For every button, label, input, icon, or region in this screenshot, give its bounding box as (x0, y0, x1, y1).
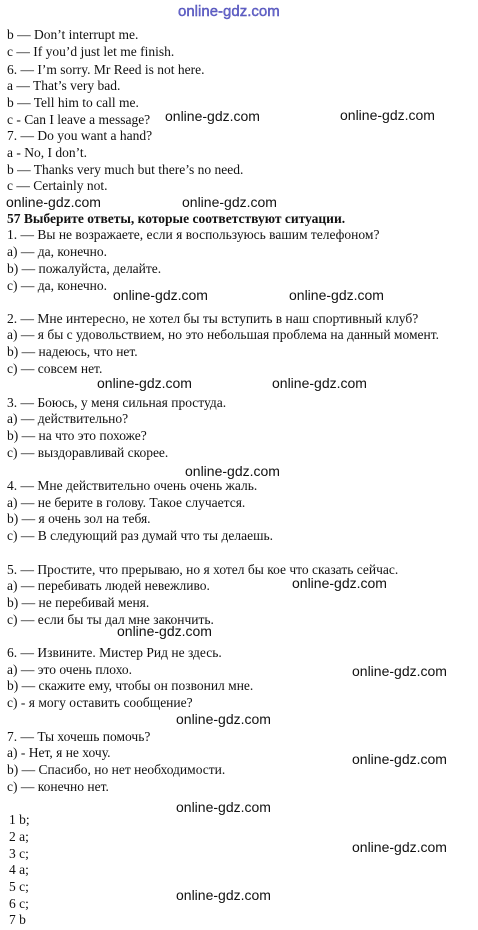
header-watermark: online-gdz.com (178, 3, 280, 20)
answer-option: a) — это очень плохо. (7, 662, 133, 677)
exercise-heading: 57 Выберите ответы, которые соответствуют ситуации. (7, 211, 346, 226)
watermark: online-gdz.com (289, 287, 384, 303)
text-line: 7. — Do you want a hand? (7, 128, 153, 143)
watermark: online-gdz.com (185, 463, 280, 479)
answer-key-item: 6 c; (9, 896, 29, 911)
watermark: online-gdz.com (176, 711, 271, 727)
text-line: a - No, I don’t. (7, 145, 87, 160)
text-line: c — If you’d just let me finish. (7, 44, 175, 59)
watermark: online-gdz.com (176, 887, 271, 903)
answer-option: a) — действительно? (7, 411, 129, 426)
answer-option: c) — конечно нет. (7, 779, 109, 794)
question-line: 6. — Извините. Мистер Рид не здесь. (7, 645, 222, 660)
answer-option: b) — на что это похоже? (7, 428, 147, 443)
answer-option: b) — не перебивай меня. (7, 595, 150, 610)
answer-option: c) — выздоравливай скорее. (7, 445, 169, 460)
answer-option: b) — Спасибо, но нет необходимости. (7, 762, 226, 777)
watermark: online-gdz.com (113, 287, 208, 303)
answer-option: a) — да, конечно. (7, 244, 107, 259)
watermark: online-gdz.com (176, 799, 271, 815)
question-line: 3. — Боюсь, у меня сильная простуда. (7, 395, 227, 410)
watermark: online-gdz.com (352, 839, 447, 855)
answer-key-item: 1 b; (9, 812, 30, 827)
answer-option: b) — надеюсь, что нет. (7, 344, 138, 359)
answer-option: c) — да, конечно. (7, 278, 107, 293)
question-line: 2. — Мне интересно, не хотел бы ты вступить в наш спортивный клуб? (7, 311, 419, 326)
answer-option: b) — я очень зол на тебя. (7, 511, 151, 526)
answer-option: c) — совсем нет. (7, 361, 103, 376)
watermark: online-gdz.com (272, 375, 367, 391)
answer-key-item: 5 c; (9, 879, 29, 894)
watermark: online-gdz.com (117, 623, 212, 639)
answer-option: b) — пожалуйста, делайте. (7, 261, 162, 276)
answer-key-item: 2 a; (9, 829, 29, 844)
answer-option: a) — перебивать людей невежливо. (7, 578, 210, 593)
text-line: b — Don’t interrupt me. (7, 27, 139, 42)
watermark: online-gdz.com (292, 575, 387, 591)
watermark: online-gdz.com (97, 375, 192, 391)
question-line: 7. — Ты хочешь помочь? (7, 729, 151, 744)
watermark: online-gdz.com (352, 751, 447, 767)
text-line: c - Can I leave a message? (7, 112, 151, 127)
answer-option: a) — я бы с удовольствием, но это небольшая проблема на данный момент. (7, 327, 439, 342)
watermark: online-gdz.com (182, 194, 277, 210)
question-line: 1. — Вы не возражаете, если я воспользуюсь вашим телефоном? (7, 227, 380, 242)
question-line: 5. — Простите, что прерываю, но я хотел бы кое что сказать сейчас. (7, 562, 399, 577)
text-line: 6. — I’m sorry. Mr Reed is not here. (7, 62, 205, 77)
answer-option: a) — не берите в голову. Такое случается. (7, 495, 246, 510)
watermark: online-gdz.com (6, 194, 101, 210)
answer-key-item: 4 a; (9, 862, 29, 877)
answer-key-item: 3 c; (9, 846, 29, 861)
answer-key-item: 7 b (9, 912, 26, 927)
text-line: c — Certainly not. (7, 178, 108, 193)
answer-option: b) — скажите ему, чтобы он позвонил мне. (7, 678, 254, 693)
answer-option: c) - я могу оставить сообщение? (7, 695, 193, 710)
text-line: b — Thanks very much but there’s no need. (7, 162, 244, 177)
answer-option: a) - Нет, я не хочу. (7, 745, 111, 760)
watermark: online-gdz.com (165, 108, 260, 124)
text-line: a — That’s very bad. (7, 78, 121, 93)
question-line: 4. — Мне действительно очень очень жаль. (7, 478, 258, 493)
answer-option: c) — если бы ты дал мне закончить. (7, 612, 214, 627)
watermark: online-gdz.com (352, 663, 447, 679)
answer-option: c) — В следующий раз думай что ты делаешь. (7, 528, 274, 543)
watermark: online-gdz.com (340, 107, 435, 123)
text-line: b — Tell him to call me. (7, 95, 139, 110)
